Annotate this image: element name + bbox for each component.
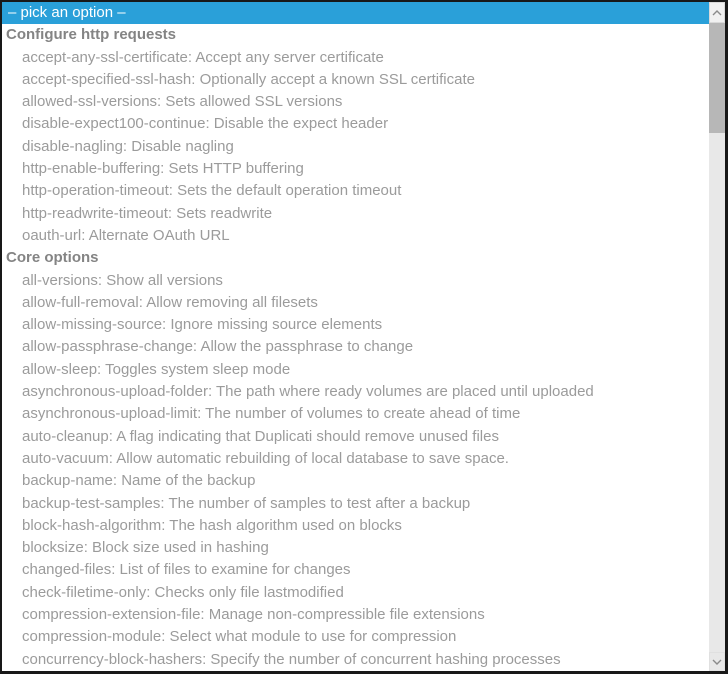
scrollbar-thumb[interactable] — [709, 23, 725, 133]
option-item[interactable]: allow-full-removal: Allow removing all filesets — [22, 293, 318, 311]
chevron-down-icon — [712, 659, 722, 665]
chevron-up-icon — [712, 10, 722, 16]
scrollbar[interactable] — [709, 2, 725, 671]
option-item[interactable]: changed-files: List of files to examine for changes — [22, 561, 351, 579]
option-item[interactable]: http-readwrite-timeout: Sets readwrite — [22, 204, 273, 222]
option-item[interactable]: check-filetime-only: Checks only file lastmodified — [22, 583, 344, 601]
option-item[interactable]: http-enable-buffering: Sets HTTP buffering — [22, 160, 304, 178]
option-item[interactable]: asynchronous-upload-limit: The number of volumes to create ahead of time — [22, 405, 521, 423]
group-header: Core options — [6, 249, 99, 267]
option-item[interactable]: auto-vacuum: Allow automatic rebuilding of local database to save space. — [22, 449, 509, 467]
option-item[interactable]: disable-expect100-continue: Disable the expect header — [22, 115, 389, 133]
option-item[interactable]: backup-name: Name of the backup — [22, 472, 256, 490]
scroll-down-button[interactable] — [709, 652, 725, 671]
scrollbar-track[interactable] — [709, 23, 725, 652]
option-item[interactable]: block-hash-algorithm: The hash algorithm used on blocks — [22, 516, 402, 534]
option-item[interactable]: allow-passphrase-change: Allow the passphrase to change — [22, 338, 414, 356]
option-item[interactable]: disable-nagling: Disable nagling — [22, 137, 234, 155]
option-item[interactable]: asynchronous-upload-folder: The path where ready volumes are placed until uploaded — [22, 383, 594, 401]
option-item[interactable]: concurrency-block-hashers: Specify the number of concurrent hashing processes — [22, 650, 561, 668]
option-item[interactable]: oauth-url: Alternate OAuth URL — [22, 226, 230, 244]
group-header: Configure http requests — [6, 26, 177, 44]
options-list — [2, 2, 709, 671]
option-item[interactable]: http-operation-timeout: Sets the default operation timeout — [22, 182, 402, 200]
scroll-up-button[interactable] — [709, 2, 725, 23]
option-item[interactable]: allowed-ssl-versions: Sets allowed SSL versions — [22, 93, 343, 111]
option-item[interactable]: all-versions: Show all versions — [22, 271, 223, 289]
option-item[interactable]: compression-module: Select what module to use for compression — [22, 628, 457, 646]
selected-option[interactable]: – pick an option – — [2, 2, 709, 24]
option-item[interactable]: compression-extension-file: Manage non-compressible file extensions — [22, 606, 485, 624]
option-item[interactable]: accept-specified-ssl-hash: Optionally accept a known SSL certificate — [22, 70, 475, 88]
option-item[interactable]: accept-any-ssl-certificate: Accept any server certificate — [22, 48, 384, 66]
option-item[interactable]: blocksize: Block size used in hashing — [22, 539, 269, 557]
option-item[interactable]: allow-sleep: Toggles system sleep mode — [22, 360, 291, 378]
option-item[interactable]: allow-missing-source: Ignore missing source elements — [22, 316, 383, 334]
option-item[interactable]: auto-cleanup: A flag indicating that Duplicati should remove unused files — [22, 427, 499, 445]
option-item[interactable]: backup-test-samples: The number of samples to test after a backup — [22, 494, 471, 512]
